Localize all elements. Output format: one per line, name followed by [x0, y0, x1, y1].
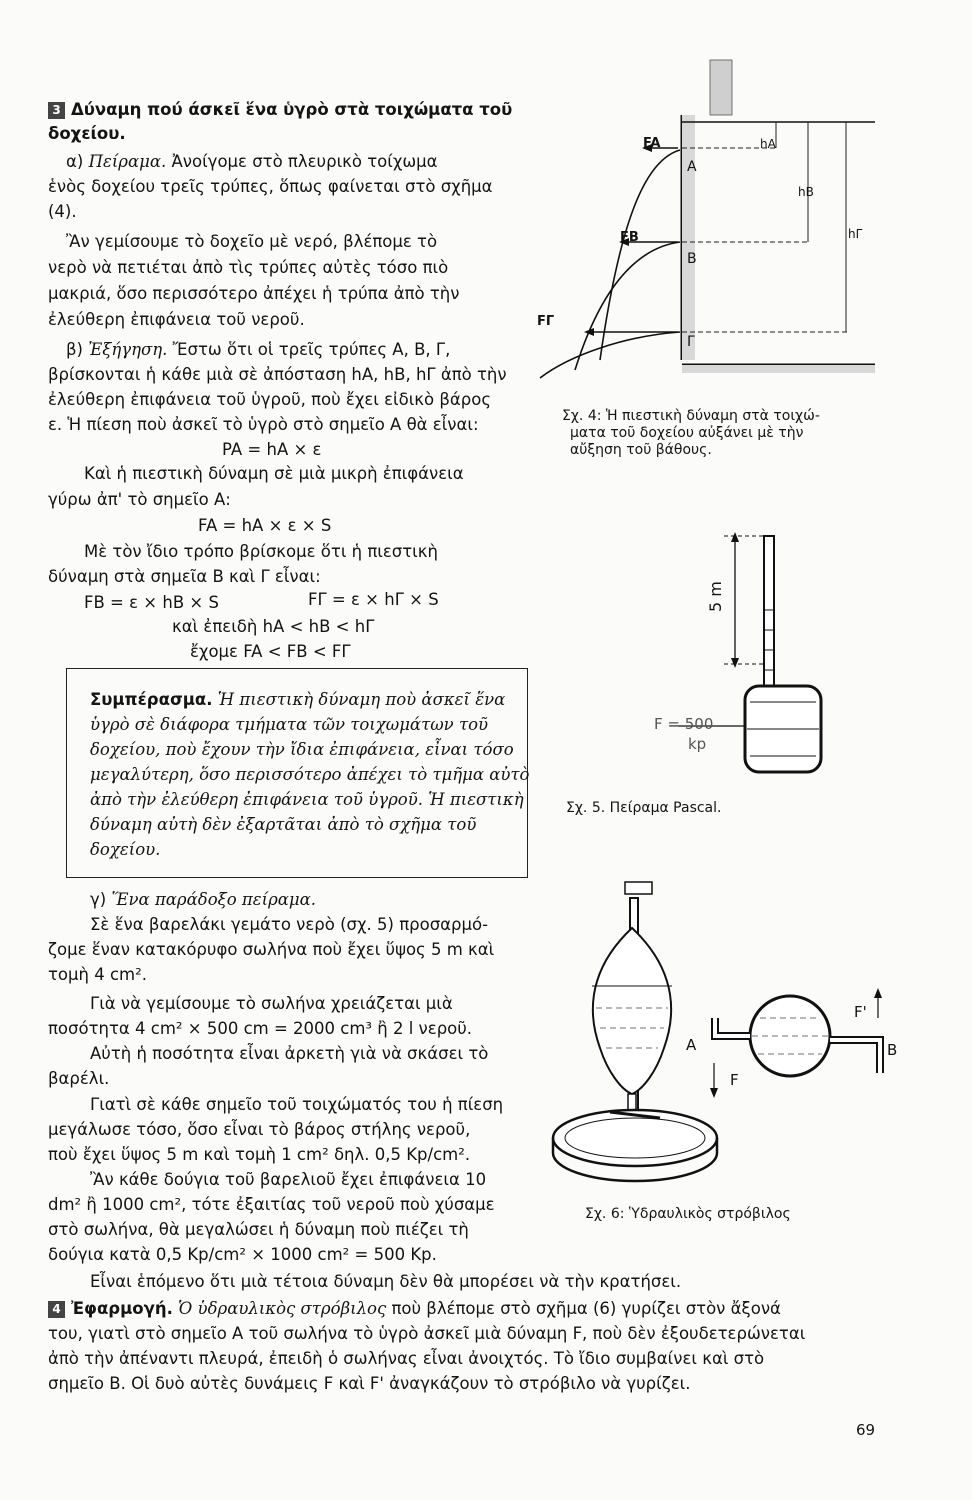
- label-fb: FB: [620, 230, 639, 245]
- equation-fa: FA = hA × ε × S: [198, 516, 332, 535]
- label-hb: hB: [798, 185, 814, 199]
- conclusion-line: Συμπέρασμα. Ἡ πιεστικὴ δύναμη ποὺ ἀσκεῖ ἕνα: [90, 690, 506, 709]
- label-fg: FΓ: [537, 314, 555, 329]
- part-c-line: Εἶναι ἑπόμενο ὅτι μιὰ τέτοια δύναμη δὲν θὰ μπορέσει νὰ τὴν κρατήσει.: [90, 1272, 682, 1291]
- part-c-line: dm² ἢ 1000 cm², τότε ἐξαιτίας τοῦ νεροῦ ποὺ χύσαμε: [48, 1195, 495, 1214]
- part-c-line: Γιὰ νὰ γεμίσουμε τὸ σωλήνα χρειάζεται μιὰ: [90, 994, 453, 1013]
- container-bottom-hatch: [682, 365, 875, 373]
- part-c-line: ζομε ἕναν κατακόρυφο σωλήνα ποὺ ἔχει ὕψος 5 m καὶ: [48, 940, 495, 959]
- label-hg: hΓ: [848, 227, 863, 241]
- jet-g: [540, 332, 680, 378]
- part-b-line: ε. Ἡ πίεση ποὺ ἀσκεῖ τὸ ὑγρὸ στὸ σημεῖο Α θὰ εἶναι:: [48, 415, 479, 434]
- label-fa: FA: [643, 136, 661, 151]
- section-4-line: του, γιατὶ στὸ σημεῖο Α τοῦ σωλήνα τὸ ὑγρὸ ἀσκεῖ μιὰ δύναμη F, ποὺ δὲν ἐξουδετερώνεται: [48, 1324, 806, 1343]
- container-wall-hatch: [682, 115, 695, 360]
- part-a-line: ἐλεύθερη ἐπιφάνεια τοῦ νεροῦ.: [48, 310, 305, 329]
- part-a-line: α) Πείραμα. Ἀνοίγομε στὸ πλευρικὸ τοίχωμα: [66, 152, 438, 171]
- part-c-line: Σὲ ἕνα βαρελάκι γεμάτο νερὸ (σχ. 5) προσαρμό-: [90, 915, 489, 934]
- conclusion-line: δοχείου, ποὺ ἔχουν τὴν ἴδια ἐπιφάνεια, εἶναι τόσο: [90, 740, 514, 759]
- wall-hatch: [710, 60, 732, 115]
- label-b: B: [687, 251, 697, 267]
- part-a-line: νερὸ νὰ πετιέται ἀπὸ τὶς τρύπες αὐτὲς τόσο πιὸ: [48, 258, 449, 277]
- page-number: 69: [856, 1421, 876, 1439]
- part-c-line: στὸ σωλήνα, θὰ μεγαλώσει ἡ δύναμη ποὺ πιέζει τὴ: [48, 1220, 469, 1239]
- part-b-line: γύρω ἀπ' τὸ σημεῖο Α:: [48, 490, 231, 509]
- section-3-title-cont: δοχείου.: [48, 124, 126, 143]
- label-g: Γ: [687, 334, 695, 350]
- part-b-line: Καὶ ἡ πιεστικὴ δύναμη σὲ μιὰ μικρὴ ἐπιφάνεια: [84, 464, 464, 483]
- part-c-line: δούγια κατὰ 0,5 Kp/cm² × 1000 cm² = 500 Kp.: [48, 1245, 437, 1264]
- part-b-line: Μὲ τὸν ἴδιο τρόπο βρίσκομε ὅτι ἡ πιεστικὴ: [84, 542, 438, 561]
- conclusion-line: μεγαλύτερη, ὅσο περισσότερο ἀπέχει τὸ τμῆμα αὐτὸ: [90, 765, 530, 784]
- equation-fb: FB = ε × hB × S: [84, 593, 219, 612]
- part-a-line: (4).: [48, 202, 77, 221]
- part-c-line: μεγάλωσε τόσο, ὅσο εἶναι τὸ βάρος στήλης νεροῦ,: [48, 1120, 471, 1139]
- section-3-title: 3 Δύναμη πού άσκεῖ ἕνα ὑγρὸ στὰ τοιχώματα τοῦ: [48, 98, 512, 122]
- fig4-caption: αὔξηση τοῦ βάθους.: [570, 442, 712, 458]
- fig6-label-a: A: [686, 1036, 697, 1054]
- section-4-line: 4 Ἐφαρμογή. Ὁ ὑδραυλικὸς στρόβιλος ποὺ βλέπομε στὸ σχῆμα (6) γυρίζει στὸν ἄξονά: [48, 1297, 781, 1321]
- conclusion-line: ἀπὸ τὴν ἐλεύθερη ἐπιφάνεια τοῦ ὑγροῦ. Ἡ πιεστικὴ: [90, 790, 524, 809]
- part-c-line: βαρέλι.: [48, 1069, 110, 1088]
- fig6-label-fp: F': [854, 1003, 867, 1021]
- part-b-line: ἐλεύθερη ἐπιφάνεια τοῦ ὑγροῦ, ποὺ ἔχει εἰδικὸ βάρος: [48, 390, 492, 409]
- fig5-caption: Σχ. 5. Πείραμα Pascal.: [566, 800, 722, 816]
- label-a: A: [687, 159, 697, 175]
- conclusion-line: δύναμη αὐτὴ δὲν ἐξαρτᾶται ἀπὸ τὸ σχῆμα τοῦ: [90, 815, 477, 834]
- tube: [764, 536, 774, 686]
- part-c-line: τομὴ 4 cm².: [48, 965, 147, 984]
- fig6-label-b: B: [887, 1041, 898, 1059]
- figure-6-diagram: [540, 868, 920, 1188]
- part-b-line: β) Ἐξήγηση. Ἔστω ὅτι οἱ τρεῖς τρύπες Α, Β, Γ,: [66, 340, 451, 359]
- part-a-line: μακριά, ὅσο περισσότερο ἀπέχει ἡ τρύπα ἀπὸ τὴν: [48, 284, 460, 303]
- height-label: 5 m: [706, 581, 725, 612]
- equation-h-ineq: καὶ ἐπειδὴ hA < hB < hΓ: [172, 617, 375, 636]
- fig6-label-f: F: [730, 1071, 739, 1089]
- fig4-caption: ματα τοῦ δοχείου αὐξάνει μὲ τὴν: [570, 425, 804, 441]
- section-4-line: ἀπὸ τὴν ἀπέναντι πλευρά, ἐπειδὴ ὁ σωλήνας εἶναι ἀνοιχτός. Τὸ ἴδιο συμβαίνει καὶ στὸ: [48, 1349, 765, 1368]
- flask: [593, 928, 671, 1094]
- fig6-caption: Σχ. 6: Ὑδραυλικὸς στρόβιλος: [585, 1206, 791, 1222]
- figure-5-diagram: [640, 530, 840, 780]
- fig4-caption: Σχ. 4: Ἡ πιεστικὴ δύναμη στὰ τοιχώ-: [562, 408, 820, 424]
- part-a-line: Ἂν γεμίσουμε τὸ δοχεῖο μὲ νερό, βλέπομε τὸ: [66, 232, 438, 251]
- part-b-line: δύναμη στὰ σημεῖα Β καὶ Γ εἶναι:: [48, 567, 321, 586]
- equation-pa: PA = hA × ε: [222, 440, 322, 459]
- part-c-line: ποσότητα 4 cm² × 500 cm = 2000 cm³ ἢ 2 l νεροῦ.: [48, 1019, 473, 1038]
- label-ha: hA: [760, 137, 776, 151]
- jet-a: [600, 150, 680, 360]
- section-number-4: 4: [48, 1301, 65, 1318]
- equation-fg: FΓ = ε × hΓ × S: [308, 590, 439, 609]
- part-c-line: Αὐτὴ ἡ ποσότητα εἶναι ἀρκετὴ γιὰ νὰ σκάσει τὸ: [90, 1044, 489, 1063]
- part-a-line: ἑνὸς δοχείου τρεῖς τρύπες, ὅπως φαίνεται στὸ σχῆμα: [48, 177, 493, 196]
- part-c-line: γ) Ἕνα παράδοξο πείραμα.: [90, 890, 317, 909]
- conclusion-line: ὑγρὸ σὲ διάφορα τμήματα τῶν τοιχωμάτων τοῦ: [90, 715, 489, 734]
- section-number-3: 3: [48, 102, 65, 119]
- part-c-line: Ἂν κάθε δούγια τοῦ βαρελιοῦ ἔχει ἐπιφάνεια 10: [90, 1170, 487, 1189]
- section-4-line: σημεῖο Β. Οἱ δυὸ αὐτὲς δυνάμεις F καὶ F' ἀναγκάζουν τὸ στρόβιλο νὰ γυρίζει.: [48, 1374, 691, 1393]
- part-c-line: Γιατὶ σὲ κάθε σημεῖο τοῦ τοιχώματός του ἡ πίεση: [90, 1095, 504, 1114]
- part-c-line: ποὺ ἔχει ὕψος 5 m καὶ τομὴ 1 cm² δηλ. 0,5 Kp/cm².: [48, 1145, 471, 1164]
- conclusion-line: δοχείου.: [90, 840, 161, 859]
- equation-f-ineq: ἔχομε FA < FB < FΓ: [190, 642, 351, 661]
- force-unit-label: kp: [688, 735, 707, 753]
- force-label: F = 500: [654, 715, 714, 733]
- part-b-line: βρίσκονται ἡ κάθε μιὰ σὲ ἀπόσταση hA, hB, hΓ ἀπὸ τὴν: [48, 365, 507, 384]
